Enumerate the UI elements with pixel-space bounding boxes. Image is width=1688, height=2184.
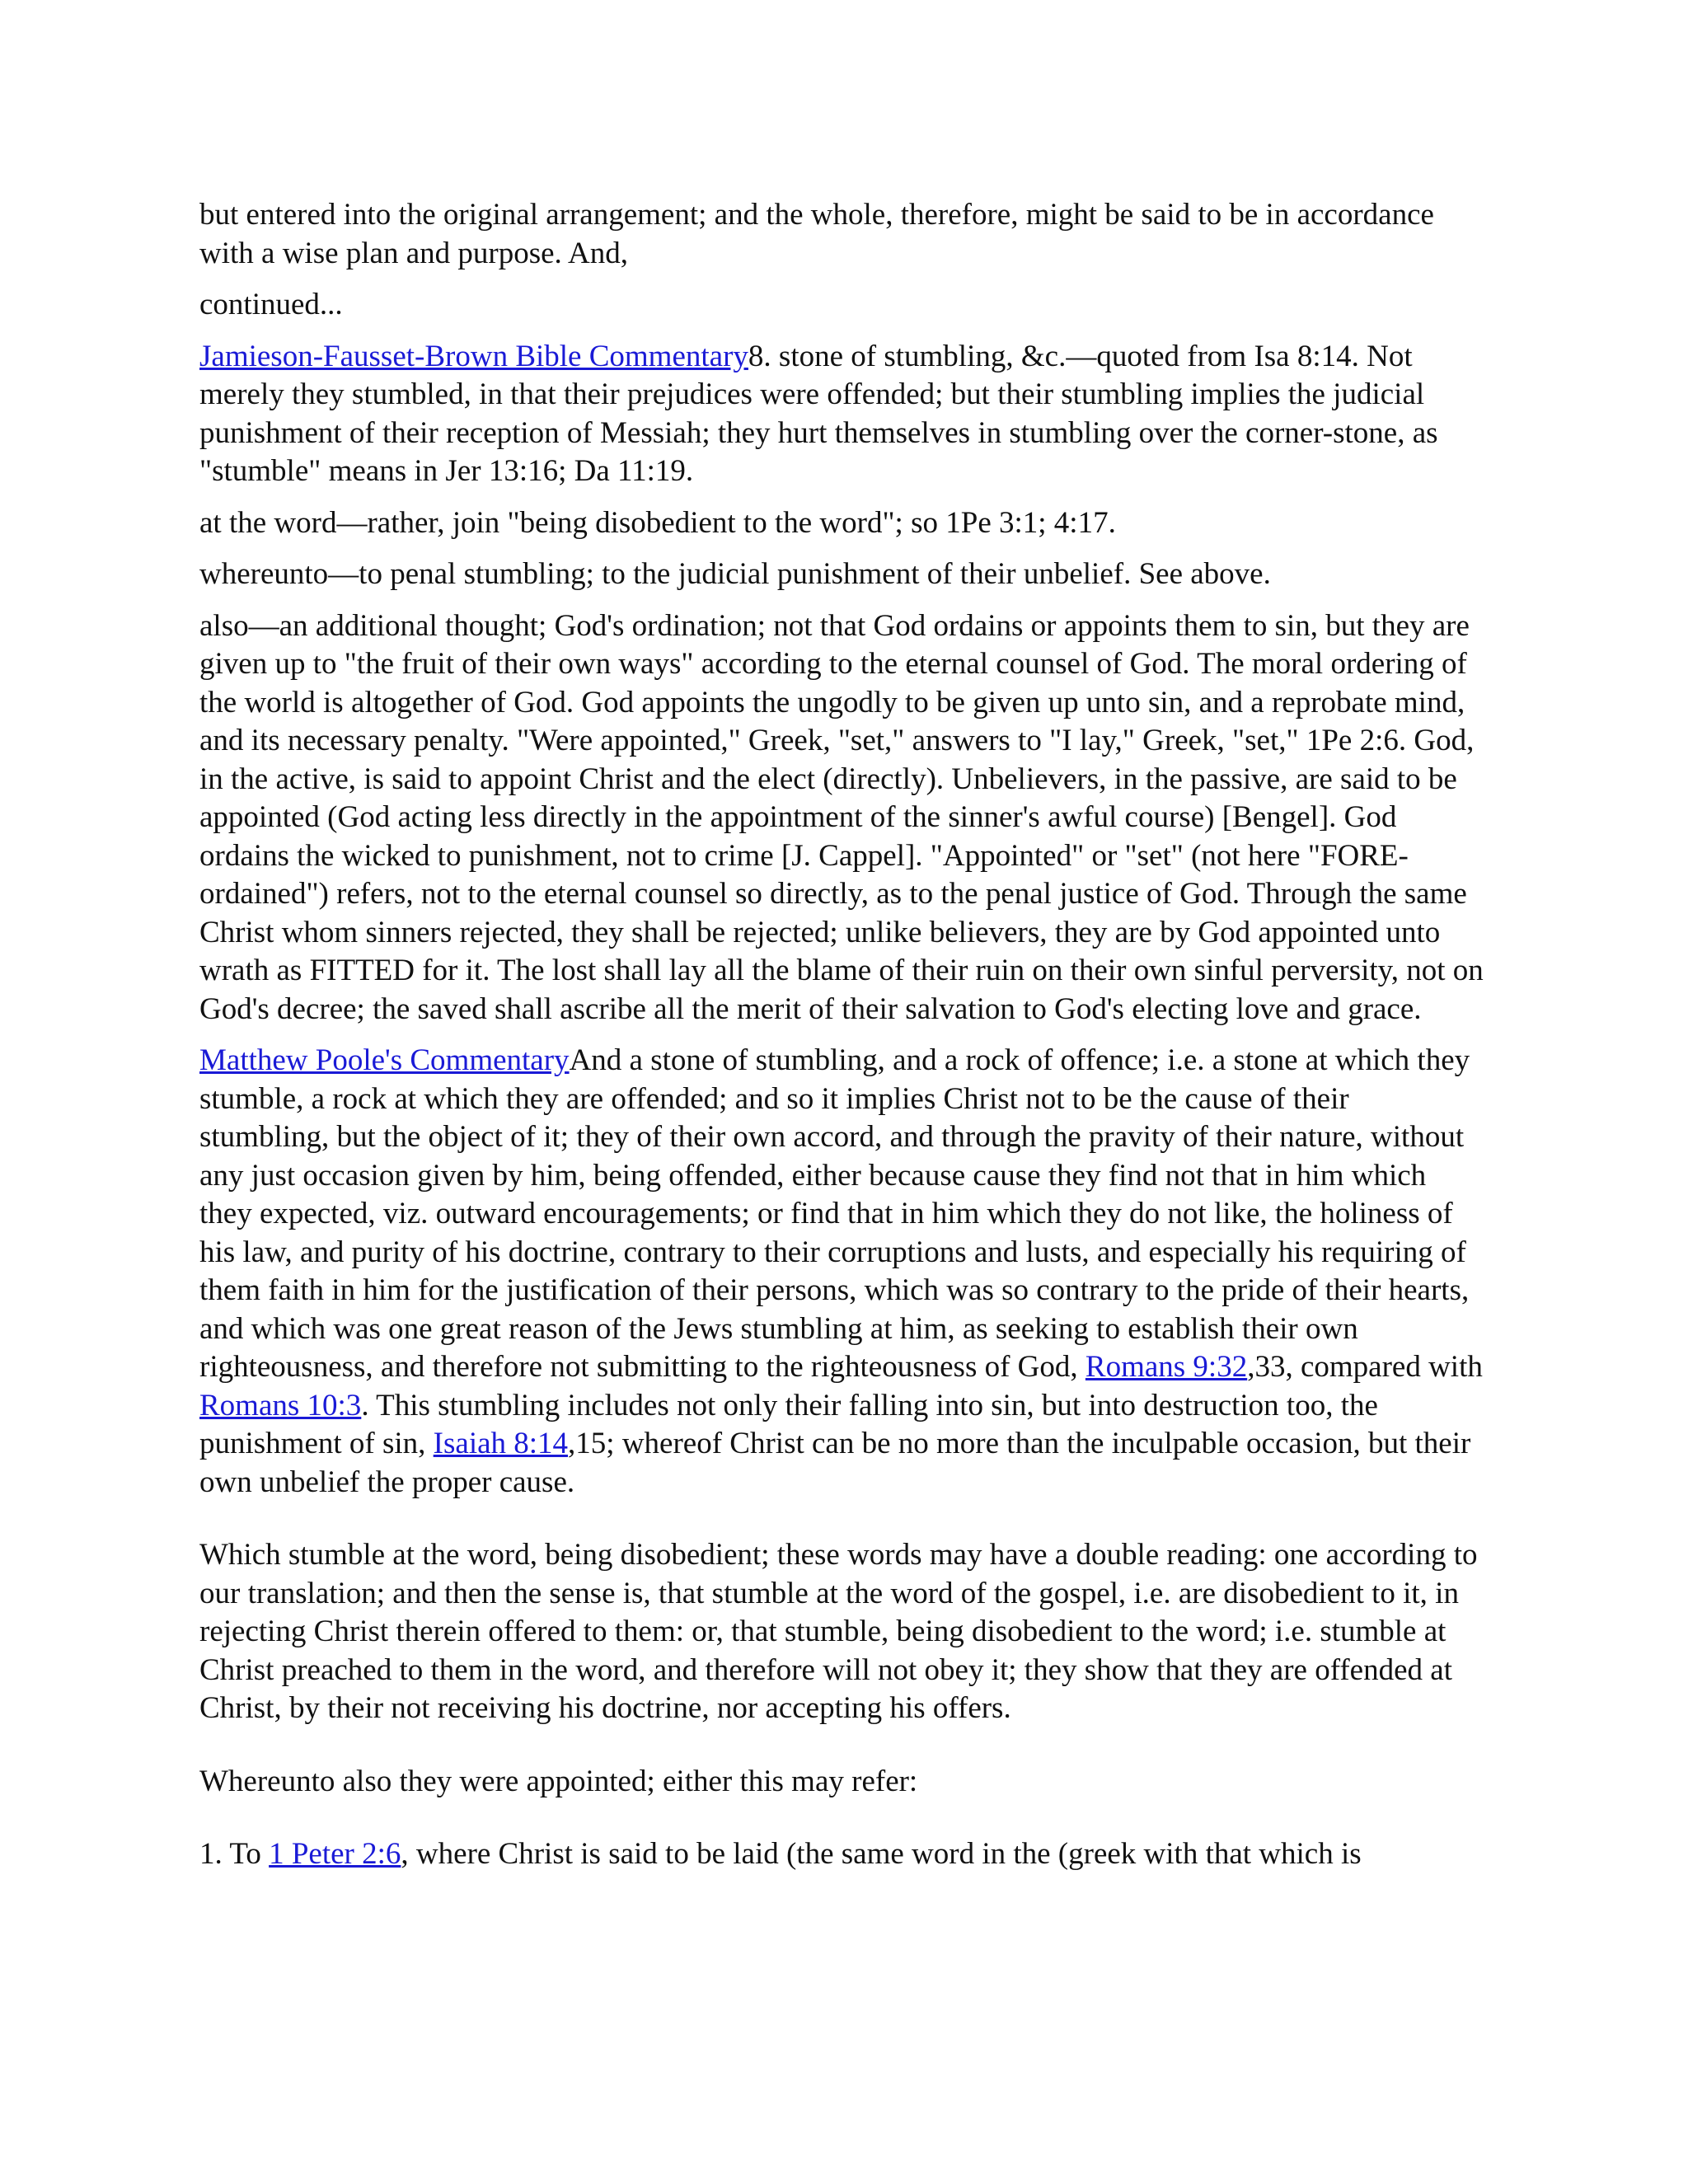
paragraph-whereunto: whereunto—to penal stumbling; to the judicial punishment of their unbelief. See above. [199,557,1271,591]
1-peter-2-6-link[interactable]: 1 Peter 2:6 [269,1837,401,1871]
paragraph-which-stumble: Which stumble at the word, being disobedient; these words may have a double reading: one according to our translation; and then the sense is, that stumble at the word of the gospel, i.e. are disobedient to it, in rejecting Christ therein offered to them: or, that stumble, being disobedient to the word; i.e. stumble at Christ preached to them in the word, and therefore will not obey it; they show that they are offended at Christ, by their not receiving his doctrine, nor accepting his offers. [199,1538,1478,1725]
poole-text-c: . This stumbling includes not only their falling into sin, but into destruction too, the punishment of sin, [199,1388,1378,1460]
paragraph-poole-commentary [199,1042,1485,1502]
poole-text-a: And a stone of stumbling, and a rock of offence; i.e. a stone at which they stumble, a rock at which they are offended; and so it implies Christ not to be the cause of their stumbling, but the object of it; they of their own accord, and through the pravity of their nature, without any just occasion given by him, being offended, either because cause they find not that in him which they expected, viz. outward encouragements; or find that in him which they do not like, the holiness of his law, and purity of his doctrine, contrary to their corruptions and lusts, and especially his requiring of them faith in him for the justification of their persons, which was so contrary to the pride of their hearts, and which was one great reason of the Jews stumbling at him, as seeking to establish their own righteousness, and therefore not submitting to the righteousness of God, [199,1043,1470,1384]
romans-9-32-link[interactable]: Romans 9:32 [1085,1350,1248,1384]
poole-commentary-link[interactable]: Matthew Poole's Commentary [199,1043,570,1077]
paragraph-continued: continued... [199,288,343,321]
paragraph-list-item-1 [199,1835,1485,1874]
paragraph-jfb-commentary [199,338,1485,491]
paragraph-whereunto-appointed: Whereunto also they were appointed; either this may refer: [199,1764,918,1798]
romans-10-3-link[interactable]: Romans 10:3 [199,1388,362,1422]
jfb-commentary-text: 8. stone of stumbling, &c.—quoted from Isa 8:14. Not merely they stumbled, in that their prejudices were offended; but their stumbling implies the judicial punishment of their reception of Messiah; they hurt themselves in stumbling over the corner-stone, as "stumble" means in Jer 13:16; Da 11:19. [199,339,1438,488]
poole-text-b: ,33, compared with [1247,1350,1483,1384]
paragraph-continuation: but entered into the original arrangement; and the whole, therefore, might be said to be in accordance with a wise plan and purpose. And, [199,198,1434,270]
paragraph-at-the-word: at the word—rather, join "being disobedient to the word"; so 1Pe 3:1; 4:17. [199,505,1116,540]
paragraph-also: also—an additional thought; God's ordination; not that God ordains or appoints them to sin, but they are given up to "the fruit of their own ways" according to the eternal counsel of God. The moral ordering of the world is altogether of God. God appoints the ungodly to be given up unto sin, and a reprobate mind, and its necessary penalty. "Were appointed," Greek, "set," answers to "I lay," Greek, "set," 1Pe 2:6. God, in the active, is said to appoint Christ and the elect (directly). Unbelievers, in the passive, are said to be appointed (God acting less directly in the appointment of the sinner's awful course) [Bengel]. God ordains the wicked to punishment, not to crime [J. Cappel]. "Appointed" or "set" (not here "FORE-ordained") refers, not to the eternal counsel so directly, as to the penal justice of God. Through the same Christ whom sinners rejected, they shall be rejected; unlike believers, they are by God appointed unto wrath as FITTED for it. The lost shall lay all the blame of their ruin on their own sinful perversity, not on God's decree; the saved shall ascribe all the merit of their salvation to God's electing love and grace. [199,608,1484,1026]
isaiah-8-14-link[interactable]: Isaiah 8:14 [433,1427,569,1460]
list-item-1-text: , where Christ is said to be laid (the same word in the (greek with that which is [401,1837,1362,1871]
document-body [199,196,1485,1887]
list-item-1-prefix: 1. To [199,1837,270,1871]
jfb-commentary-link[interactable]: Jamieson-Fausset-Brown Bible Commentary [199,339,748,373]
poole-text-d: ,15; whereof Christ can be no more than the inculpable occasion, but their own unbelief the proper cause. [199,1427,1471,1499]
